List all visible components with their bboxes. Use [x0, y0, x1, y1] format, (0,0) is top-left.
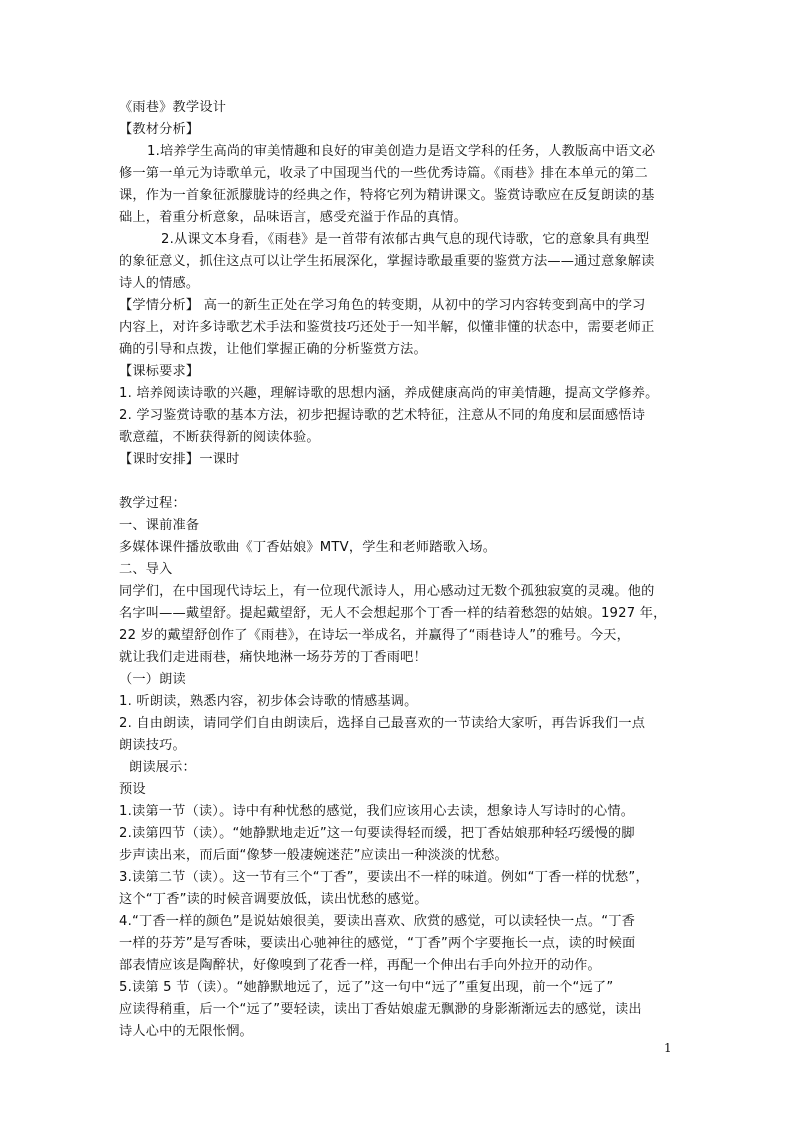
subheading-reading: （一）朗读	[119, 672, 186, 687]
text-line: 1.培养学生高尚的审美情趣和良好的审美创造力是语文学科的任务，人教版高中语文必	[147, 144, 656, 159]
list-item-continuation: 歌意蕴，不断获得新的阅读体验。	[119, 430, 320, 445]
list-item: 2. 学习鉴赏诗歌的基本方法，初步把握诗歌的艺术特征，注意从不同的角度和层面感悟诗	[119, 408, 646, 423]
text-line: 的象征意义，抓住这点可以让学生拓展深化，掌握诗歌最重要的鉴赏方法——通过意象解读	[119, 254, 655, 269]
text-line: 1.读第一节（读）。诗中有种忧愁的感觉，我们应该用心去读，想象诗人写诗时的心情。	[119, 804, 635, 819]
list-item-continuation: 朗读技巧。	[119, 738, 186, 753]
text-line: 修一第一单元为诗歌单元，收录了中国现当代的一些优秀诗篇。《雨巷》排在本单元的第二	[119, 166, 648, 181]
page-number: 1	[664, 1041, 672, 1055]
paragraph-textbook-1	[119, 141, 681, 229]
text-line: 诗人的情感。	[119, 276, 200, 291]
text-line: 就让我们走进雨巷，痛快地淋一场芬芳的丁香雨吧！	[119, 650, 427, 665]
list-item: 2. 自由朗读，请同学们自由朗读后，选择自己最喜欢的一节读给大家听，再告诉我们一点	[119, 716, 646, 731]
section-heading-textbook-analysis: 【教材分析】	[119, 122, 200, 137]
paragraph-textbook-2	[119, 229, 681, 295]
text-line: 22 岁的戴望舒创作了《雨巷》，在诗坛一举成名，并赢得了“雨巷诗人”的雅号。今天，	[119, 628, 630, 643]
list-curriculum-standards	[119, 383, 681, 449]
text-line: 步声读出来，而后面“像梦一般凄婉迷茫”应读出一种淡淡的忧愁。	[119, 848, 508, 863]
paragraph-student-analysis	[119, 295, 681, 361]
text-line: 4.“丁香一样的颜色”是说姑娘很美，要读出喜欢、欣赏的感觉，可以读轻快一点。“丁香	[119, 914, 636, 929]
section-heading-curriculum-standards: 【课标要求】	[119, 364, 200, 379]
text-line: 2.读第四节（读）。“她静默地走近”这一句要读得轻而缓，把丁香姑娘那种轻巧缓慢的脚	[119, 826, 635, 841]
paragraph-introduction	[119, 581, 681, 669]
text-line: 5.读第 5 节（读）。“她静默地远了，远了”这一句中“远了”重复出现，前一个“远了”	[119, 980, 614, 995]
text-line: 这个“丁香”读的时候音调要放低，读出忧愁的感觉。	[119, 892, 428, 907]
text-line: 课，作为一首象征派朦胧诗的经典之作，特将它列为精讲课文。鉴赏诗歌应在反复朗读的基	[119, 188, 655, 203]
spacer	[119, 471, 681, 493]
text-line: 同学们，在中国现代诗坛上，有一位现代派诗人，用心感动过无数个孤独寂寞的灵魂。他的	[119, 584, 655, 599]
list-preset	[119, 801, 681, 1043]
subheading-introduction: 二、导入	[119, 562, 173, 577]
text-line: 内容上，对许多诗歌艺术手法和鉴赏技巧还处于一知半解，似懂非懂的状态中，需要老师正	[119, 320, 655, 335]
subheading-preparation: 一、课前准备	[119, 518, 200, 533]
text-line: 【学情分析】 高一的新生正处在学习角色的转变期，从初中的学习内容转变到高中的学习	[119, 298, 646, 313]
label-reading-showcase: 朗读展示：	[129, 760, 196, 775]
text-line: 2.从课文本身看，《雨巷》是一首带有浓郁古典气息的现代诗歌，它的意象具有典型	[161, 232, 650, 247]
document-body	[119, 97, 681, 1043]
document-title: 《雨巷》教学设计	[119, 100, 227, 115]
text-line: 部表情应该是陶醉状，好像嗅到了花香一样，再配一个伸出右手向外拉开的动作。	[119, 958, 601, 973]
text-line: 础上，着重分析意象，品味语言，感受充溢于作品的真情。	[119, 210, 468, 225]
section-heading-schedule: 【课时安排】一课时	[119, 452, 240, 467]
section-heading-teaching-process: 教学过程：	[119, 496, 186, 511]
label-preset: 预设	[119, 782, 146, 797]
text-line: 应读得稍重，后一个“远了”要轻读，读出丁香姑娘虚无飘渺的身影渐渐远去的感觉，读出	[119, 1002, 642, 1017]
list-item: 1. 培养阅读诗歌的兴趣，理解诗歌的思想内涵，养成健康高尚的审美情趣，提高文学修养。	[119, 386, 659, 401]
list-item: 1. 听朗读，熟悉内容，初步体会诗歌的情感基调。	[119, 694, 418, 709]
text-line: 名字叫——戴望舒。提起戴望舒，无人不会想起那个丁香一样的结着愁怨的姑娘。1927 年，	[119, 606, 667, 621]
text-line: 诗人心中的无限怅惘。	[119, 1024, 253, 1039]
text-line: 多媒体课件播放歌曲《丁香姑娘》MTV，学生和老师踏歌入场。	[119, 540, 497, 555]
text-line: 一样的芬芳”是写香味，要读出心驰神往的感觉，“丁香”两个字要拖长一点，读的时候面	[119, 936, 636, 951]
list-reading	[119, 691, 681, 757]
text-line: 3.读第二节（读）。这一节有三个“丁香”，要读出不一样的味道。例如“丁香一样的忧愁”，	[119, 870, 649, 885]
text-line: 确的引导和点拨，让他们掌握正确的分析鉴赏方法。	[119, 342, 427, 357]
